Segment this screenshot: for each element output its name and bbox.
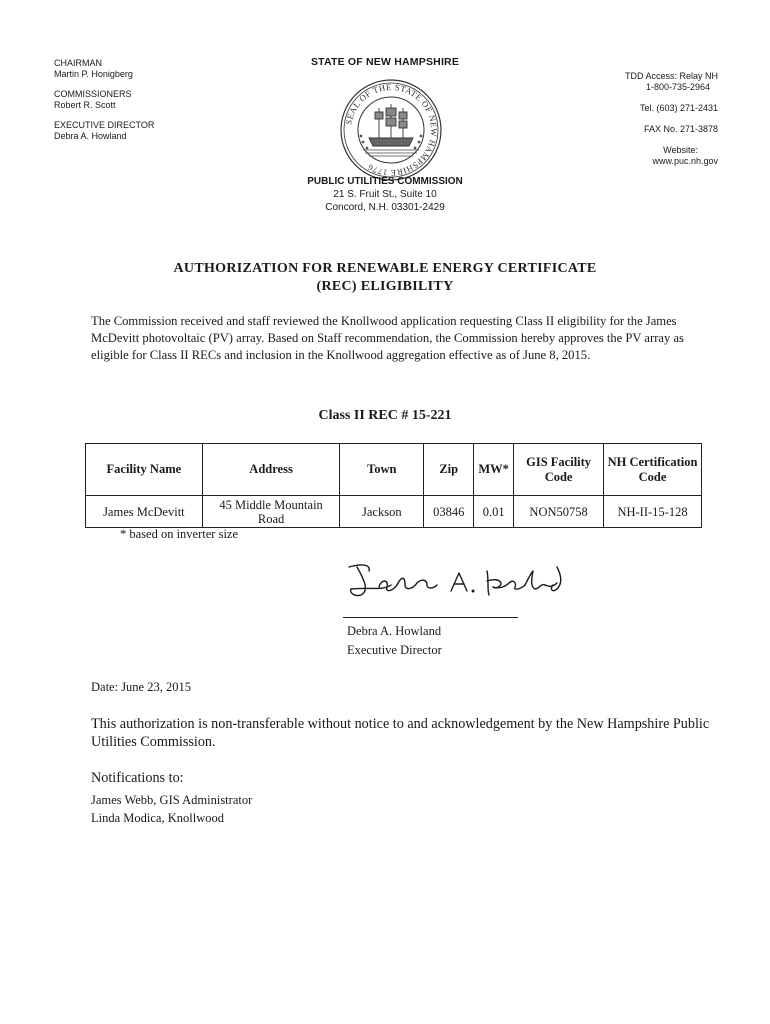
tdd-label: TDD Access: Relay NH (624, 71, 718, 81)
header-gis-code: GIS Facility Code (514, 444, 604, 496)
executive-director-name: Debra A. Howland (54, 131, 127, 141)
state-seal-icon (339, 78, 443, 182)
authorization-paragraph: The Commission received and staff reviewed the Knollwood application requesting Class II eligibility for the James McDevitt photovoltaic (PV) array. Based on Staff recommendation, the Commission hereby approves the PV array as eligible for Class II RECs and inclusion in the Knollwood aggregation effective as of June 8, 2015. (91, 314, 684, 362)
executive-director-label: EXECUTIVE DIRECTOR (54, 120, 155, 130)
commission-name: PUBLIC UTILITIES COMMISSION (307, 176, 463, 187)
website-label: Website: (663, 145, 698, 155)
cell-address: 45 Middle Mountain Road (202, 496, 340, 528)
address-line-2: Concord, N.H. 03301-2429 (325, 202, 445, 213)
cell-nh-cert-code: NH-II-15-128 (604, 496, 702, 528)
header-officials (54, 58, 254, 142)
handwritten-signature (343, 557, 583, 615)
document-date: Date: June 23, 2015 (91, 680, 191, 694)
header-facility-name: Facility Name (86, 444, 203, 496)
notifications-heading: Notifications to: (91, 770, 184, 786)
notifications-list (91, 791, 252, 827)
list-item: James Webb, GIS Administrator (91, 793, 253, 807)
signer-name: Debra A. Howland (347, 624, 442, 638)
rec-number: Class II REC # 15-221 (318, 408, 452, 423)
list-item: Linda Modica, Knollwood (91, 811, 224, 825)
signer-block (347, 622, 442, 660)
cell-gis-code: NON50758 (514, 496, 604, 528)
svg-text:SEAL OF THE STATE OF NEW HAMPS: SEAL OF THE STATE OF NEW HAMPSHIRE 1776 (343, 81, 440, 179)
header-address: Address (202, 444, 340, 496)
chairman-label: CHAIRMAN (54, 58, 103, 68)
header-zip: Zip (424, 444, 474, 496)
facility-table (85, 443, 702, 528)
cell-mw: 0.01 (474, 496, 514, 528)
commissioners-label: COMMISSIONERS (54, 89, 132, 99)
chairman-name: Martin P. Honigberg (54, 69, 133, 79)
document-title (0, 260, 770, 296)
header-nh-cert-code: NH Certification Code (604, 444, 702, 496)
table-header-row (86, 444, 702, 496)
title-line-1: AUTHORIZATION FOR RENEWABLE ENERGY CERTIFICATE (173, 261, 597, 276)
title-line-2: (REC) ELIGIBILITY (316, 279, 454, 294)
tdd-number: 1-800-735-2964 (645, 82, 710, 92)
fax: FAX No. 271-3878 (643, 124, 718, 134)
signature-line (343, 617, 518, 618)
transfer-notice: This authorization is non-transferable without notice to and acknowledgement by the New Hampshire Public Utilities Commission. (91, 716, 710, 750)
website: www.puc.nh.gov (652, 156, 718, 166)
cell-facility-name: James McDevitt (86, 496, 203, 528)
header-town: Town (340, 444, 424, 496)
footnote: * based on inverter size (120, 527, 239, 541)
telephone: Tel. (603) 271-2431 (639, 103, 718, 113)
address-line-1: 21 S. Fruit St., Suite 10 (333, 189, 437, 200)
commissioner-name: Robert R. Scott (54, 100, 116, 110)
cell-zip: 03846 (424, 496, 474, 528)
table-row (86, 496, 702, 528)
commission-address (0, 175, 770, 214)
header-mw: MW* (474, 444, 514, 496)
signer-title: Executive Director (347, 643, 442, 657)
header-contact (538, 71, 718, 167)
cell-town: Jackson (340, 496, 424, 528)
state-heading: STATE OF NEW HAMPSHIRE (310, 56, 460, 68)
